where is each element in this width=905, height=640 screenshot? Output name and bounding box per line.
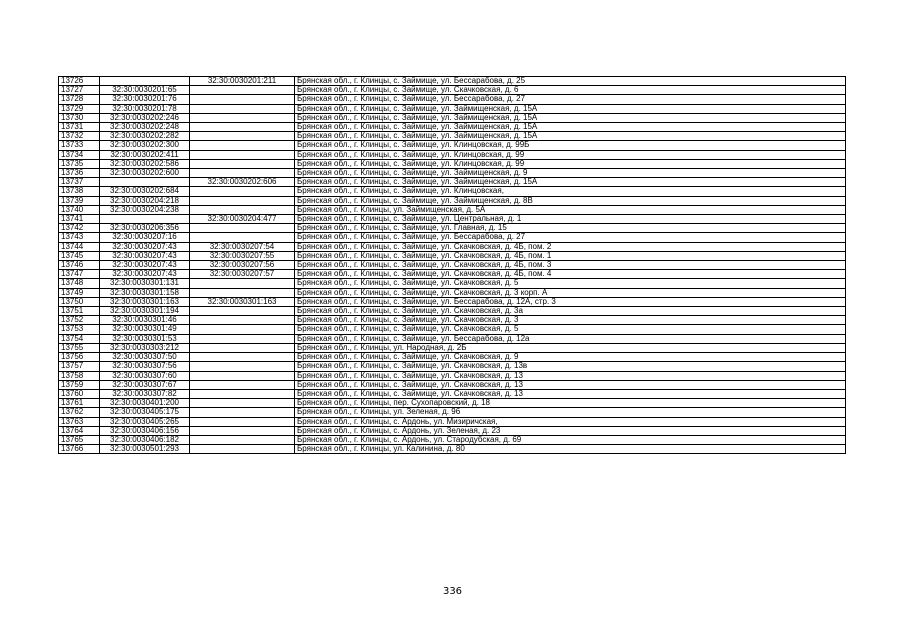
object-cadastral-number-cell: 32:30:0030301:163: [190, 297, 295, 306]
address-cell: Брянская обл., г. Клинцы, с. Займище, ул. Бессарабова, д. 25: [295, 77, 846, 86]
object-cadastral-number-cell: [190, 325, 295, 334]
object-cadastral-number-cell: [190, 86, 295, 95]
row-number-cell: 13746: [59, 261, 100, 270]
table-row: [59, 150, 846, 159]
table-row: [59, 371, 846, 380]
address-cell: Брянская обл., г. Клинцы, с. Займище, ул. Займищенская, д. 15А: [295, 132, 846, 141]
cadastral-number-cell: 32:30:0030201:76: [100, 95, 190, 104]
address-cell: Брянская обл., г. Клинцы, с. Займище, ул. Скачковская, д. 4Б, пом. 1: [295, 251, 846, 260]
row-number-cell: 13760: [59, 389, 100, 398]
table-row: [59, 224, 846, 233]
object-cadastral-number-cell: [190, 408, 295, 417]
row-number-cell: 13755: [59, 343, 100, 352]
table-row: [59, 445, 846, 454]
cadastral-number-cell: 32:30:0030207:16: [100, 233, 190, 242]
address-cell: Брянская обл., г. Клинцы, с. Займище, ул. Займищенская, д. 15А: [295, 104, 846, 113]
row-number-cell: 13738: [59, 187, 100, 196]
row-number-cell: 13762: [59, 408, 100, 417]
table-row: [59, 380, 846, 389]
address-cell: Брянская обл., г. Клинцы, с. Займище, ул. Скачковская, д. 5: [295, 279, 846, 288]
object-cadastral-number-cell: [190, 187, 295, 196]
address-cell: Брянская обл., г. Клинцы, с. Займище, ул. Скачковская, д. 4Б, пом. 2: [295, 242, 846, 251]
table-row: [59, 141, 846, 150]
cadastral-number-cell: 32:30:0030303:212: [100, 343, 190, 352]
table-row: [59, 261, 846, 270]
address-cell: Брянская обл., г. Клинцы, с. Займище, ул. Скачковская, д. 4Б, пом. 3: [295, 261, 846, 270]
row-number-cell: 13737: [59, 178, 100, 187]
object-cadastral-number-cell: [190, 150, 295, 159]
address-cell: Брянская обл., г. Клинцы, с. Займище, ул. Бессарабова, д. 27: [295, 233, 846, 242]
cadastral-number-cell: 32:30:0030202:586: [100, 159, 190, 168]
row-number-cell: 13764: [59, 426, 100, 435]
cadastral-number-cell: 32:30:0030307:60: [100, 371, 190, 380]
row-number-cell: 13754: [59, 334, 100, 343]
row-number-cell: 13750: [59, 297, 100, 306]
row-number-cell: 13731: [59, 123, 100, 132]
cadastral-number-cell: 32:30:0030406:156: [100, 426, 190, 435]
row-number-cell: 13734: [59, 150, 100, 159]
address-cell: Брянская обл., г. Клинцы, с. Займище, ул. Главная, д. 15: [295, 224, 846, 233]
object-cadastral-number-cell: [190, 389, 295, 398]
object-cadastral-number-cell: [190, 205, 295, 214]
table-row: [59, 325, 846, 334]
address-cell: Брянская обл., г. Клинцы, с. Займище, ул. Клинцовская, д. 99Б: [295, 141, 846, 150]
address-cell: Брянская обл., г. Клинцы, с. Займище, ул. Займищенская, д. 15А: [295, 178, 846, 187]
object-cadastral-number-cell: [190, 307, 295, 316]
cadastral-number-cell: 32:30:0030307:82: [100, 389, 190, 398]
address-cell: Брянская обл., г. Клинцы, с. Ардонь, ул. Стародубская, д. 69: [295, 435, 846, 444]
row-number-cell: 13765: [59, 435, 100, 444]
row-number-cell: 13728: [59, 95, 100, 104]
table-row: [59, 307, 846, 316]
address-cell: Брянская обл., г. Клинцы, с. Займище, ул. Скачковская, д. 3: [295, 316, 846, 325]
table-row: [59, 215, 846, 224]
cadastral-number-cell: 32:30:0030202:600: [100, 169, 190, 178]
row-number-cell: 13744: [59, 242, 100, 251]
cadastral-number-cell: 32:30:0030202:300: [100, 141, 190, 150]
cadastral-number-cell: 32:30:0030204:218: [100, 196, 190, 205]
object-cadastral-number-cell: 32:30:0030207:56: [190, 261, 295, 270]
address-cell: Брянская обл., г. Клинцы, с. Займище, ул. Скачковская, д. 5: [295, 325, 846, 334]
table-row: [59, 435, 846, 444]
cadastral-number-cell: 32:30:0030206:356: [100, 224, 190, 233]
cadastral-number-cell: 32:30:0030207:43: [100, 261, 190, 270]
object-cadastral-number-cell: 32:30:0030207:54: [190, 242, 295, 251]
address-cell: Брянская обл., г. Клинцы, с. Займище, ул. Центральная, д. 1: [295, 215, 846, 224]
table-row: [59, 178, 846, 187]
object-cadastral-number-cell: [190, 426, 295, 435]
address-cell: Брянская обл., г. Клинцы, ул. Народная, д. 2Б: [295, 343, 846, 352]
table-row: [59, 279, 846, 288]
cadastral-number-cell: 32:30:0030301:53: [100, 334, 190, 343]
row-number-cell: 13748: [59, 279, 100, 288]
address-cell: Брянская обл., г. Клинцы, с. Ардонь, ул. Зеленая, д. 23: [295, 426, 846, 435]
cadastral-number-cell: 32:30:0030207:43: [100, 270, 190, 279]
row-number-cell: 13756: [59, 353, 100, 362]
row-number-cell: 13763: [59, 417, 100, 426]
table-row: [59, 251, 846, 260]
address-cell: Брянская обл., г. Клинцы, с. Займище, ул. Скачковская, д. 9: [295, 353, 846, 362]
cadastral-number-cell: 32:30:0030204:238: [100, 205, 190, 214]
cadastral-number-cell: [100, 178, 190, 187]
object-cadastral-number-cell: [190, 417, 295, 426]
cadastral-number-cell: 32:30:0030301:49: [100, 325, 190, 334]
object-cadastral-number-cell: [190, 132, 295, 141]
row-number-cell: 13751: [59, 307, 100, 316]
row-number-cell: 13727: [59, 86, 100, 95]
address-cell: Брянская обл., г. Клинцы, с. Займище, ул. Бессарабова, д. 12а: [295, 334, 846, 343]
address-cell: Брянская обл., г. Клинцы, с. Займище, ул. Займищенская, д. 8В: [295, 196, 846, 205]
object-cadastral-number-cell: [190, 380, 295, 389]
address-cell: Брянская обл., г. Клинцы, с. Займище, ул. Скачковская, д. 4Б, пом. 4: [295, 270, 846, 279]
object-cadastral-number-cell: [190, 104, 295, 113]
cadastral-number-cell: 32:30:0030301:158: [100, 288, 190, 297]
row-number-cell: 13743: [59, 233, 100, 242]
object-cadastral-number-cell: [190, 371, 295, 380]
table-row: [59, 353, 846, 362]
cadastral-number-cell: 32:30:0030307:56: [100, 362, 190, 371]
table-row: [59, 233, 846, 242]
object-cadastral-number-cell: [190, 159, 295, 168]
row-number-cell: 13742: [59, 224, 100, 233]
table-row: [59, 159, 846, 168]
table-row: [59, 205, 846, 214]
address-cell: Брянская обл., г. Клинцы, с. Займище, ул. Скачковская, д. 13: [295, 380, 846, 389]
address-cell: Брянская обл., г. Клинцы, с. Займище, ул. Скачковская, д. 13: [295, 371, 846, 380]
row-number-cell: 13749: [59, 288, 100, 297]
table-row: [59, 86, 846, 95]
object-cadastral-number-cell: [190, 169, 295, 178]
row-number-cell: 13729: [59, 104, 100, 113]
registry-table: [58, 76, 846, 454]
object-cadastral-number-cell: 32:30:0030207:57: [190, 270, 295, 279]
row-number-cell: 13761: [59, 399, 100, 408]
table-row: [59, 270, 846, 279]
address-cell: Брянская обл., г. Клинцы, с. Займище, ул. Клинцовская,: [295, 187, 846, 196]
object-cadastral-number-cell: [190, 279, 295, 288]
table-row: [59, 113, 846, 122]
object-cadastral-number-cell: [190, 224, 295, 233]
cadastral-number-cell: 32:30:0030307:67: [100, 380, 190, 389]
cadastral-number-cell: 32:30:0030202:248: [100, 123, 190, 132]
address-cell: Брянская обл., г. Клинцы, ул. Зеленая, д. 96: [295, 408, 846, 417]
object-cadastral-number-cell: [190, 113, 295, 122]
cadastral-number-cell: 32:30:0030201:65: [100, 86, 190, 95]
object-cadastral-number-cell: [190, 233, 295, 242]
object-cadastral-number-cell: [190, 141, 295, 150]
object-cadastral-number-cell: [190, 288, 295, 297]
table-row: [59, 297, 846, 306]
row-number-cell: 13740: [59, 205, 100, 214]
page-number: 336: [442, 586, 463, 597]
address-cell: Брянская обл., г. Клинцы, с. Займище, ул. Скачковская, д. 13в: [295, 362, 846, 371]
address-cell: Брянская обл., г. Клинцы, с. Займище, ул. Клинцовская, д. 99: [295, 159, 846, 168]
object-cadastral-number-cell: [190, 399, 295, 408]
cadastral-number-cell: 32:30:0030405:175: [100, 408, 190, 417]
cadastral-number-cell: [100, 77, 190, 86]
table-row: [59, 196, 846, 205]
table-row: [59, 169, 846, 178]
address-cell: Брянская обл., г. Клинцы, с. Займище, ул. Бессарабова, д. 12А, стр. 3: [295, 297, 846, 306]
address-cell: Брянская обл., г. Клинцы, пер. Сухопаровский, д. 18: [295, 399, 846, 408]
registry-table-body: [59, 77, 846, 454]
cadastral-number-cell: 32:30:0030301:163: [100, 297, 190, 306]
address-cell: Брянская обл., г. Клинцы, ул. Займищенская, д. 5А: [295, 205, 846, 214]
object-cadastral-number-cell: [190, 316, 295, 325]
object-cadastral-number-cell: [190, 334, 295, 343]
table-row: [59, 132, 846, 141]
object-cadastral-number-cell: 32:30:0030207:55: [190, 251, 295, 260]
row-number-cell: 13730: [59, 113, 100, 122]
object-cadastral-number-cell: [190, 343, 295, 352]
address-cell: Брянская обл., г. Клинцы, с. Займище, ул. Займищенская, д. 9: [295, 169, 846, 178]
table-row: [59, 77, 846, 86]
cadastral-number-cell: 32:30:0030405:265: [100, 417, 190, 426]
object-cadastral-number-cell: 32:30:0030201:211: [190, 77, 295, 86]
row-number-cell: 13726: [59, 77, 100, 86]
table-row: [59, 95, 846, 104]
address-cell: Брянская обл., г. Клинцы, с. Займище, ул. Скачковская, д. 13: [295, 389, 846, 398]
row-number-cell: 13745: [59, 251, 100, 260]
cadastral-number-cell: 32:30:0030501:293: [100, 445, 190, 454]
row-number-cell: 13739: [59, 196, 100, 205]
cadastral-number-cell: 32:30:0030401:200: [100, 399, 190, 408]
cadastral-number-cell: 32:30:0030201:78: [100, 104, 190, 113]
address-cell: Брянская обл., г. Клинцы, с. Займище, ул. Клинцовская, д. 99: [295, 150, 846, 159]
cadastral-number-cell: 32:30:0030202:246: [100, 113, 190, 122]
row-number-cell: 13733: [59, 141, 100, 150]
object-cadastral-number-cell: [190, 362, 295, 371]
object-cadastral-number-cell: [190, 95, 295, 104]
address-cell: Брянская обл., г. Клинцы, с. Займище, ул. Скачковская, д. 6: [295, 86, 846, 95]
row-number-cell: 13759: [59, 380, 100, 389]
table-row: [59, 104, 846, 113]
row-number-cell: 13753: [59, 325, 100, 334]
cadastral-number-cell: 32:30:0030307:50: [100, 353, 190, 362]
table-row: [59, 417, 846, 426]
row-number-cell: 13741: [59, 215, 100, 224]
cadastral-number-cell: 32:30:0030202:684: [100, 187, 190, 196]
row-number-cell: 13757: [59, 362, 100, 371]
address-cell: Брянская обл., г. Клинцы, с. Займище, ул. Займищенская, д. 15А: [295, 113, 846, 122]
object-cadastral-number-cell: 32:30:0030202:606: [190, 178, 295, 187]
cadastral-number-cell: 32:30:0030202:282: [100, 132, 190, 141]
object-cadastral-number-cell: [190, 353, 295, 362]
row-number-cell: 13732: [59, 132, 100, 141]
object-cadastral-number-cell: [190, 123, 295, 132]
table-row: [59, 123, 846, 132]
address-cell: Брянская обл., г. Клинцы, с. Займище, ул. Скачковская, д. 3а: [295, 307, 846, 316]
row-number-cell: 13758: [59, 371, 100, 380]
cadastral-number-cell: 32:30:0030301:194: [100, 307, 190, 316]
object-cadastral-number-cell: [190, 445, 295, 454]
cadastral-number-cell: 32:30:0030207:43: [100, 242, 190, 251]
cadastral-number-cell: [100, 215, 190, 224]
address-cell: Брянская обл., г. Клинцы, с. Займище, ул. Бессарабова, д. 27: [295, 95, 846, 104]
table-row: [59, 334, 846, 343]
cadastral-number-cell: 32:30:0030202:411: [100, 150, 190, 159]
address-cell: Брянская обл., г. Клинцы, ул. Калинина, д. 80: [295, 445, 846, 454]
address-cell: Брянская обл., г. Клинцы, с. Займище, ул. Скачковская, д. 3 корп. А: [295, 288, 846, 297]
cadastral-number-cell: 32:30:0030406:182: [100, 435, 190, 444]
table-row: [59, 362, 846, 371]
address-cell: Брянская обл., г. Клинцы, с. Займище, ул. Займищенская, д. 15А: [295, 123, 846, 132]
row-number-cell: 13736: [59, 169, 100, 178]
table-row: [59, 389, 846, 398]
table-row: [59, 288, 846, 297]
table-row: [59, 343, 846, 352]
table-row: [59, 187, 846, 196]
cadastral-number-cell: 32:30:0030301:131: [100, 279, 190, 288]
row-number-cell: 13747: [59, 270, 100, 279]
object-cadastral-number-cell: [190, 196, 295, 205]
row-number-cell: 13735: [59, 159, 100, 168]
table-row: [59, 399, 846, 408]
address-cell: Брянская обл., г. Клинцы, с. Ардонь, ул. Мизиричская,: [295, 417, 846, 426]
row-number-cell: 13766: [59, 445, 100, 454]
table-row: [59, 408, 846, 417]
table-row: [59, 316, 846, 325]
row-number-cell: 13752: [59, 316, 100, 325]
table-row: [59, 242, 846, 251]
object-cadastral-number-cell: 32:30:0030204:477: [190, 215, 295, 224]
table-row: [59, 426, 846, 435]
cadastral-number-cell: 32:30:0030207:43: [100, 251, 190, 260]
cadastral-number-cell: 32:30:0030301:46: [100, 316, 190, 325]
object-cadastral-number-cell: [190, 435, 295, 444]
